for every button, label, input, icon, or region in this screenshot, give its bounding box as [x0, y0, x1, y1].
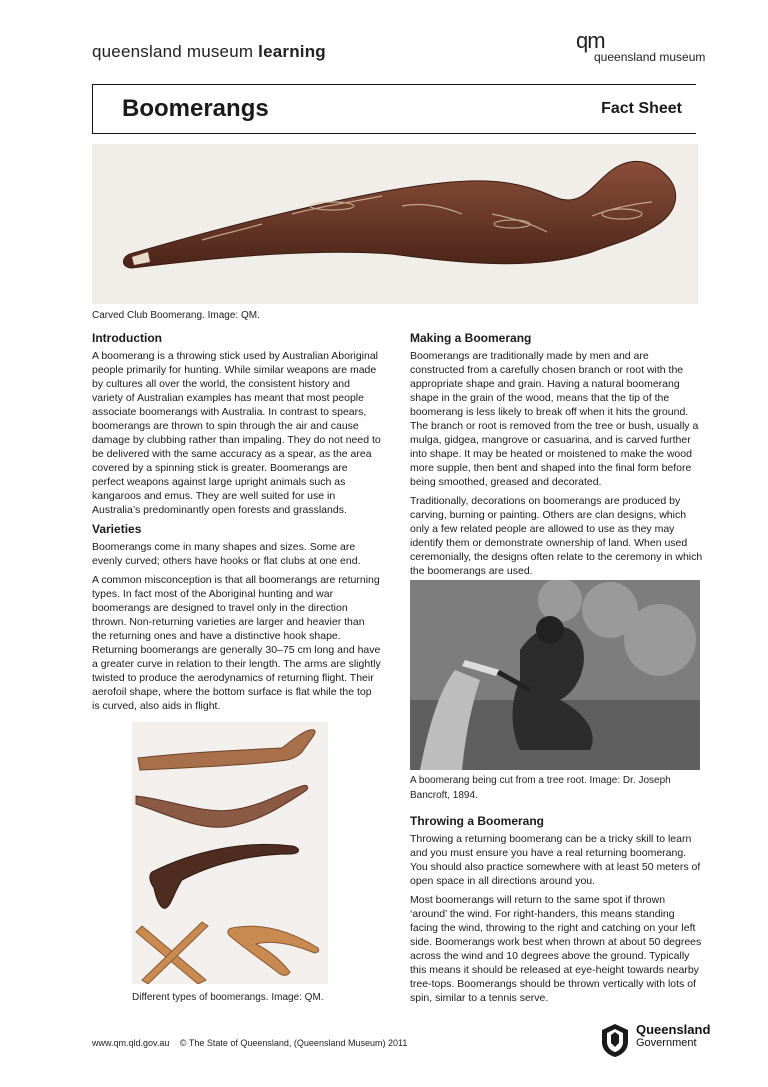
boomerang-types-image: [132, 722, 328, 984]
doc-type-label: Fact Sheet: [601, 100, 682, 117]
making-paragraph: Traditionally, decorations on boomerangs are produced by carving, burning or painting. Others are clan designs, which only a few related people are allowed to use as they may identify them or demonstrate ownership of land. When used ceremonially, the designs often relate to the ceremony in which the boomerangs are used.: [410, 495, 703, 577]
throwing-paragraph: Throwing a returning boomerang can be a tricky skill to learn and you must ensure you have a real returning boomerang. You should also practice somewhere with at least 50 meters of open space in all directions around you.: [410, 833, 701, 887]
introduction-heading: Introduction: [92, 331, 162, 345]
varieties-heading: Varieties: [92, 522, 142, 536]
making-heading: Making a Boomerang: [410, 331, 532, 345]
throwing-paragraph: Most boomerangs will return to the same spot if thrown ‘around’ the wind. For right-handers, this means standing facing the wind, throwing to the right and catching on your left side. Boomerangs work best when thrown at about 50 degrees across the wind and 10 degrees above the ground. Typically this means it should be released at eye-height towards nearby tree-tops. Boomerangs should be thrown vertically with lots of spin, similar to a tennis serve.: [410, 894, 702, 1004]
footer-copyright: © The State of Queensland, (Queensland Museum) 2011: [179, 1038, 408, 1048]
brand-bold: learning: [258, 42, 326, 61]
right-column-lower: [410, 814, 704, 1010]
carved-club-boomerang-image: [92, 144, 698, 304]
photo-caption: A boomerang being cut from a tree root. Image: Dr. Joseph Bancroft, 1894.: [410, 775, 671, 801]
hero-image: [92, 144, 698, 304]
boomerang-types-illustration: [132, 722, 328, 984]
introduction-paragraph: A boomerang is a throwing stick used by Australian Aboriginal people primarily for hunting. While similar weapons are made by cultures all over the world, the consistent history and variety of Australian examples has meant that most people associate boomerangs with Australia. In contrast to spears, boomerangs are thrown to spin through the air and cause damage by clubbing rather than impaling. They do not need to be delivered with the same accuracy as a spear, as the area covered by a spinning stick is greater. Boomerangs are perfect weapons against large upright animals such as kangaroos and emus. They are well suited for use in Australia’s predominantly open forests and grasslands.: [92, 350, 381, 516]
varieties-paragraph: A common misconception is that all boomerangs are returning types. In fact most of the Aboriginal hunting and war boomerangs are designed to travel only in the direction thrown. Non-returning varieties are larger and heavier than the returning ones and have a distinctive hook shape. Returning boomerangs are generally 30–75 cm long and have a greater curve in relation to their length. The arms are slightly twisted to produce the aerodynamics of returning flight. Their aerofoil shape, where the bottom surface is flat while the top is curved, also aids in flight.: [92, 574, 381, 712]
left-column: [92, 331, 382, 718]
making-paragraph: Boomerangs are traditionally made by men and are constructed from a carefully chosen branch or root with the appropriate shape and grain. Having a natural boomerang shape in the grain of the wood, means that the tip of the boomerang is less likely to break off when it hits the ground. The branch or root is removed from the tree or bush, usually a mulga, gidgea, mangrove or casuarina, and is carved further into shape. It may be heated or moistened to make the wood more supple, then bent and shaped into the final form before being smoothed, greased and decorated.: [410, 350, 699, 488]
right-column: [410, 331, 704, 583]
page-title: Boomerangs: [122, 95, 269, 122]
brand-wordmark: [92, 42, 326, 62]
man-cutting-root-photo: [410, 580, 700, 770]
footer-url[interactable]: www.qm.qld.gov.au: [92, 1038, 170, 1048]
gov-logo-line2: Government: [636, 1037, 697, 1049]
varieties-paragraph: Boomerangs come in many shapes and sizes. Some are evenly curved; others have hooks or flat clubs at one end.: [92, 541, 361, 567]
gov-logo-text: [636, 1024, 710, 1049]
throwing-heading: Throwing a Boomerang: [410, 814, 545, 828]
qm-logo-name: queensland museum: [594, 50, 706, 64]
types-caption: Different types of boomerangs. Image: QM.: [132, 992, 324, 1003]
brand-prefix: queensland museum: [92, 42, 259, 61]
historic-photo: [410, 580, 700, 770]
crest-icon: [598, 1022, 632, 1058]
gov-logo-line1: Queensland: [636, 1022, 711, 1037]
qm-logo-mark: qm: [576, 28, 605, 53]
footer: [92, 1038, 415, 1048]
hero-caption: Carved Club Boomerang. Image: QM.: [92, 310, 260, 321]
qm-logo: [576, 30, 705, 64]
